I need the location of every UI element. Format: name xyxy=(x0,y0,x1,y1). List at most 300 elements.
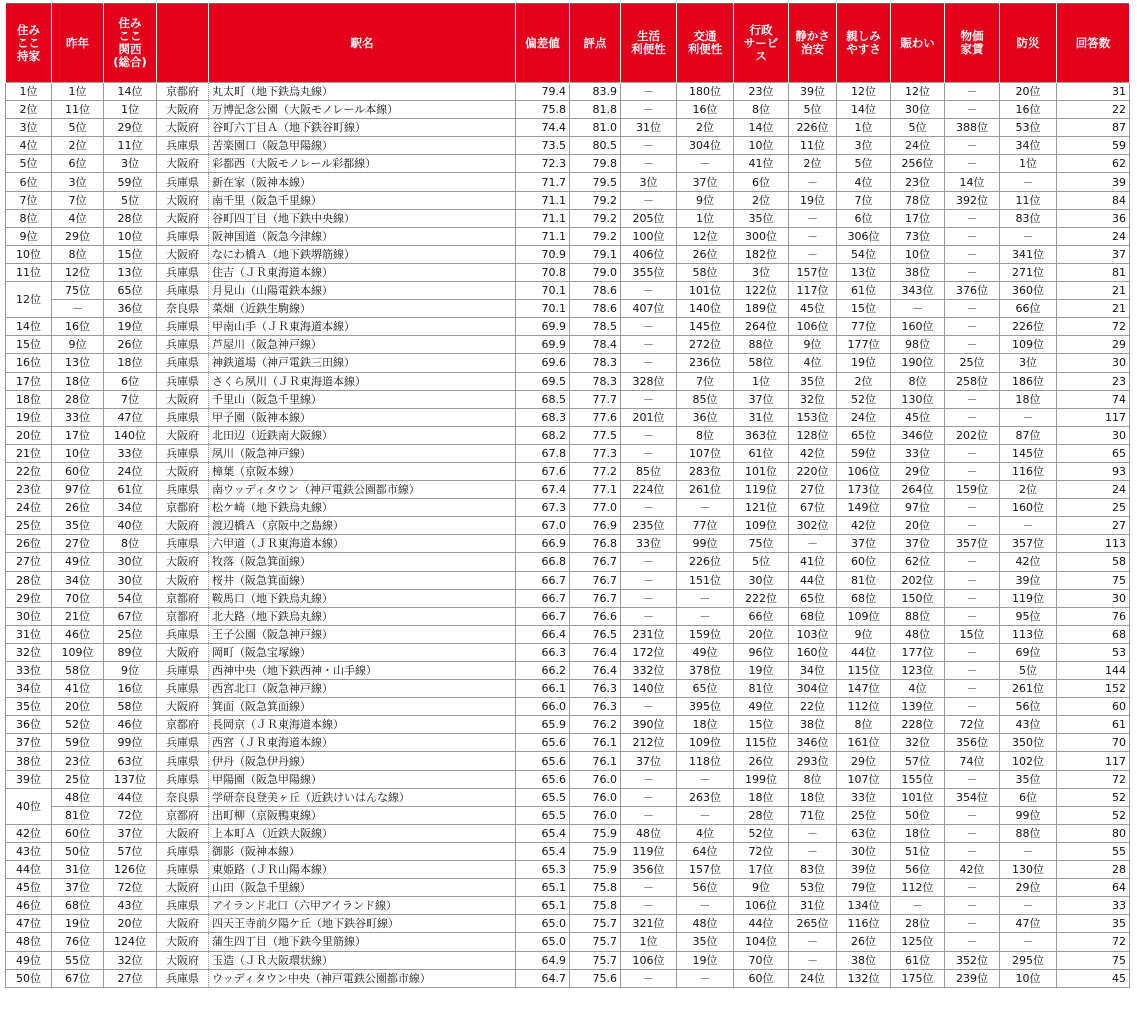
deviation-cell: 70.9 xyxy=(516,245,570,263)
disaster-prevention-cell: 43位 xyxy=(1000,716,1057,734)
admin-services-cell: 52位 xyxy=(734,824,789,842)
answers-cell: 22 xyxy=(1057,101,1130,119)
price-rent-cell: － xyxy=(945,137,1000,155)
quiet-safety-cell: 117位 xyxy=(789,282,837,300)
friendliness-cell: 14位 xyxy=(837,101,891,119)
friendliness-cell: 29位 xyxy=(837,752,891,770)
liveliness-cell: 123位 xyxy=(891,662,945,680)
life-convenience-cell: 48位 xyxy=(621,824,677,842)
disaster-prevention-cell: 66位 xyxy=(1000,300,1057,318)
prefecture-cell: 兵庫県 xyxy=(157,227,209,245)
traffic-convenience-cell: 48位 xyxy=(677,915,734,933)
traffic-convenience-cell: 77位 xyxy=(677,517,734,535)
admin-services-cell: 96位 xyxy=(734,643,789,661)
traffic-convenience-cell: 4位 xyxy=(677,824,734,842)
friendliness-cell: 59位 xyxy=(837,444,891,462)
life-convenience-cell: 3位 xyxy=(621,173,677,191)
disaster-prevention-cell: 113位 xyxy=(1000,625,1057,643)
answers-cell: 80 xyxy=(1057,824,1130,842)
table-row xyxy=(6,408,1130,426)
disaster-prevention-cell: 47位 xyxy=(1000,915,1057,933)
liveliness-cell: 150位 xyxy=(891,589,945,607)
table-row xyxy=(6,698,1130,716)
liveliness-cell: 346位 xyxy=(891,426,945,444)
last-year-cell: 81位 xyxy=(52,806,104,824)
score-cell: 76.7 xyxy=(570,553,621,571)
prefecture-cell: 兵庫県 xyxy=(157,897,209,915)
kansai-rank-cell: 126位 xyxy=(104,861,157,879)
price-rent-cell: 239位 xyxy=(945,969,1000,987)
liveliness-cell: 20位 xyxy=(891,517,945,535)
score-cell: 76.0 xyxy=(570,806,621,824)
quiet-safety-cell: － xyxy=(789,842,837,860)
prefecture-cell: 大阪府 xyxy=(157,553,209,571)
table-row xyxy=(6,444,1130,462)
price-rent-cell: － xyxy=(945,842,1000,860)
table-row xyxy=(6,553,1130,571)
quiet-safety-cell: 346位 xyxy=(789,734,837,752)
score-cell: 79.2 xyxy=(570,209,621,227)
traffic-convenience-cell: 226位 xyxy=(677,553,734,571)
traffic-convenience-cell: 19位 xyxy=(677,951,734,969)
price-rent-cell: － xyxy=(945,408,1000,426)
price-rent-cell: － xyxy=(945,462,1000,480)
liveliness-cell: 5位 xyxy=(891,119,945,137)
score-cell: 76.3 xyxy=(570,680,621,698)
liveliness-cell: 29位 xyxy=(891,462,945,480)
quiet-safety-cell: － xyxy=(789,933,837,951)
table-row xyxy=(6,517,1130,535)
header-friendliness: 親しみ やすさ xyxy=(837,4,891,83)
answers-cell: 72 xyxy=(1057,770,1130,788)
disaster-prevention-cell: 116位 xyxy=(1000,462,1057,480)
liveliness-cell: 160位 xyxy=(891,318,945,336)
score-cell: 77.0 xyxy=(570,499,621,517)
quiet-safety-cell: 38位 xyxy=(789,716,837,734)
prefecture-cell: 兵庫県 xyxy=(157,752,209,770)
score-cell: 77.1 xyxy=(570,481,621,499)
score-cell: 75.8 xyxy=(570,879,621,897)
admin-services-cell: 101位 xyxy=(734,462,789,480)
disaster-prevention-cell: 350位 xyxy=(1000,734,1057,752)
prefecture-cell: 京都府 xyxy=(157,499,209,517)
deviation-cell: 68.2 xyxy=(516,426,570,444)
table-row xyxy=(6,716,1130,734)
table-row xyxy=(6,969,1130,987)
prefecture-cell: 大阪府 xyxy=(157,643,209,661)
answers-cell: 21 xyxy=(1057,282,1130,300)
liveliness-cell: 190位 xyxy=(891,354,945,372)
station-name-cell: 東姫路（ＪＲ山陽本線） xyxy=(209,861,516,879)
admin-services-cell: 122位 xyxy=(734,282,789,300)
kansai-rank-cell: 72位 xyxy=(104,879,157,897)
quiet-safety-cell: 42位 xyxy=(789,444,837,462)
admin-services-cell: 41位 xyxy=(734,155,789,173)
score-cell: 76.5 xyxy=(570,625,621,643)
friendliness-cell: 54位 xyxy=(837,245,891,263)
disaster-prevention-cell: 102位 xyxy=(1000,752,1057,770)
admin-services-cell: 35位 xyxy=(734,209,789,227)
station-name-cell: 夙川（阪急神戸線） xyxy=(209,444,516,462)
score-cell: 77.7 xyxy=(570,390,621,408)
prefecture-cell: 大阪府 xyxy=(157,879,209,897)
station-name-cell: 松ケ崎（地下鉄烏丸線） xyxy=(209,499,516,517)
admin-services-cell: 81位 xyxy=(734,680,789,698)
liveliness-cell: 155位 xyxy=(891,770,945,788)
admin-services-cell: 15位 xyxy=(734,716,789,734)
price-rent-cell: － xyxy=(945,680,1000,698)
quiet-safety-cell: 9位 xyxy=(789,336,837,354)
admin-services-cell: 264位 xyxy=(734,318,789,336)
friendliness-cell: 306位 xyxy=(837,227,891,245)
life-convenience-cell: 390位 xyxy=(621,716,677,734)
life-convenience-cell: － xyxy=(621,571,677,589)
deviation-cell: 66.7 xyxy=(516,589,570,607)
traffic-convenience-cell: 395位 xyxy=(677,698,734,716)
header-answers: 回答数 xyxy=(1057,4,1130,83)
rank-cell: 1位 xyxy=(6,83,52,101)
friendliness-cell: 106位 xyxy=(837,462,891,480)
answers-cell: 23 xyxy=(1057,372,1130,390)
friendliness-cell: 60位 xyxy=(837,553,891,571)
deviation-cell: 66.4 xyxy=(516,625,570,643)
life-convenience-cell: 85位 xyxy=(621,462,677,480)
life-convenience-cell: － xyxy=(621,788,677,806)
table-row xyxy=(6,788,1130,806)
score-cell: 75.6 xyxy=(570,969,621,987)
deviation-cell: 69.6 xyxy=(516,354,570,372)
quiet-safety-cell: 2位 xyxy=(789,155,837,173)
answers-cell: 59 xyxy=(1057,137,1130,155)
liveliness-cell: 30位 xyxy=(891,101,945,119)
deviation-cell: 70.8 xyxy=(516,263,570,281)
answers-cell: 53 xyxy=(1057,643,1130,661)
traffic-convenience-cell: 145位 xyxy=(677,318,734,336)
price-rent-cell: 376位 xyxy=(945,282,1000,300)
quiet-safety-cell: 220位 xyxy=(789,462,837,480)
prefecture-cell: 大阪府 xyxy=(157,517,209,535)
header-row xyxy=(6,4,1130,83)
answers-cell: 76 xyxy=(1057,607,1130,625)
deviation-cell: 79.4 xyxy=(516,83,570,101)
admin-services-cell: 182位 xyxy=(734,245,789,263)
prefecture-cell: 大阪府 xyxy=(157,119,209,137)
station-name-cell: 千里山（阪急千里線） xyxy=(209,390,516,408)
deviation-cell: 65.9 xyxy=(516,716,570,734)
price-rent-cell: － xyxy=(945,879,1000,897)
deviation-cell: 64.7 xyxy=(516,969,570,987)
score-cell: 75.7 xyxy=(570,915,621,933)
quiet-safety-cell: 103位 xyxy=(789,625,837,643)
kansai-rank-cell: 36位 xyxy=(104,300,157,318)
rank-cell: 16位 xyxy=(6,354,52,372)
table-row xyxy=(6,263,1130,281)
answers-cell: 36 xyxy=(1057,209,1130,227)
price-rent-cell: － xyxy=(945,698,1000,716)
answers-cell: 72 xyxy=(1057,933,1130,951)
price-rent-cell: － xyxy=(945,607,1000,625)
friendliness-cell: 61位 xyxy=(837,282,891,300)
price-rent-cell: 388位 xyxy=(945,119,1000,137)
station-name-cell: アイランド北口（六甲アイランド線） xyxy=(209,897,516,915)
rank-cell: 46位 xyxy=(6,897,52,915)
quiet-safety-cell: 293位 xyxy=(789,752,837,770)
score-cell: 76.7 xyxy=(570,589,621,607)
kansai-rank-cell: 26位 xyxy=(104,336,157,354)
score-cell: 79.2 xyxy=(570,191,621,209)
last-year-cell: 11位 xyxy=(52,101,104,119)
liveliness-cell: 37位 xyxy=(891,535,945,553)
table-row xyxy=(6,390,1130,408)
last-year-cell: 25位 xyxy=(52,770,104,788)
life-convenience-cell: － xyxy=(621,101,677,119)
traffic-convenience-cell: － xyxy=(677,607,734,625)
answers-cell: 152 xyxy=(1057,680,1130,698)
price-rent-cell: 202位 xyxy=(945,426,1000,444)
rank-cell: 31位 xyxy=(6,625,52,643)
disaster-prevention-cell: 20位 xyxy=(1000,83,1057,101)
friendliness-cell: 173位 xyxy=(837,481,891,499)
header-station-name: 駅名 xyxy=(209,4,516,83)
liveliness-cell: 125位 xyxy=(891,933,945,951)
header-admin-services: 行政 サービ ス xyxy=(734,4,789,83)
table-row xyxy=(6,897,1130,915)
liveliness-cell: 38位 xyxy=(891,263,945,281)
rank-cell: 43位 xyxy=(6,842,52,860)
station-name-cell: 箕面（阪急箕面線） xyxy=(209,698,516,716)
disaster-prevention-cell: 119位 xyxy=(1000,589,1057,607)
admin-services-cell: 2位 xyxy=(734,191,789,209)
station-name-cell: 新在家（阪神本線） xyxy=(209,173,516,191)
life-convenience-cell: 212位 xyxy=(621,734,677,752)
disaster-prevention-cell: － xyxy=(1000,173,1057,191)
liveliness-cell: 50位 xyxy=(891,806,945,824)
kansai-rank-cell: 29位 xyxy=(104,119,157,137)
answers-cell: 28 xyxy=(1057,861,1130,879)
disaster-prevention-cell: 1位 xyxy=(1000,155,1057,173)
quiet-safety-cell: 106位 xyxy=(789,318,837,336)
traffic-convenience-cell: 56位 xyxy=(677,879,734,897)
station-name-cell: 甲子園（阪神本線） xyxy=(209,408,516,426)
admin-services-cell: 28位 xyxy=(734,806,789,824)
rank-cell: 22位 xyxy=(6,462,52,480)
last-year-cell: 26位 xyxy=(52,499,104,517)
friendliness-cell: 25位 xyxy=(837,806,891,824)
disaster-prevention-cell: 87位 xyxy=(1000,426,1057,444)
kansai-rank-cell: 59位 xyxy=(104,173,157,191)
rank-cell: 5位 xyxy=(6,155,52,173)
friendliness-cell: 65位 xyxy=(837,426,891,444)
header-last-year: 昨年 xyxy=(52,4,104,83)
answers-cell: 144 xyxy=(1057,662,1130,680)
header-rank-owned: 住み ここ 持家 xyxy=(6,4,52,83)
traffic-convenience-cell: 9位 xyxy=(677,191,734,209)
rank-cell: 23位 xyxy=(6,481,52,499)
kansai-rank-cell: 24位 xyxy=(104,462,157,480)
admin-services-cell: 222位 xyxy=(734,589,789,607)
life-convenience-cell: － xyxy=(621,897,677,915)
score-cell: 76.1 xyxy=(570,752,621,770)
traffic-convenience-cell: 140位 xyxy=(677,300,734,318)
last-year-cell: 67位 xyxy=(52,969,104,987)
table-row xyxy=(6,191,1130,209)
traffic-convenience-cell: 261位 xyxy=(677,481,734,499)
rank-cell: 14位 xyxy=(6,318,52,336)
liveliness-cell: － xyxy=(891,897,945,915)
price-rent-cell: 42位 xyxy=(945,861,1000,879)
admin-services-cell: 6位 xyxy=(734,173,789,191)
friendliness-cell: 134位 xyxy=(837,897,891,915)
rank-cell: 30位 xyxy=(6,607,52,625)
header-deviation: 偏差値 xyxy=(516,4,570,83)
disaster-prevention-cell: － xyxy=(1000,408,1057,426)
rank-cell: 21位 xyxy=(6,444,52,462)
station-name-cell: 西宮（ＪＲ東海道本線） xyxy=(209,734,516,752)
answers-cell: 24 xyxy=(1057,481,1130,499)
traffic-convenience-cell: 99位 xyxy=(677,535,734,553)
admin-services-cell: 19位 xyxy=(734,662,789,680)
deviation-cell: 66.0 xyxy=(516,698,570,716)
prefecture-cell: 京都府 xyxy=(157,716,209,734)
prefecture-cell: 兵庫県 xyxy=(157,173,209,191)
admin-services-cell: 3位 xyxy=(734,263,789,281)
friendliness-cell: 4位 xyxy=(837,173,891,191)
admin-services-cell: 10位 xyxy=(734,137,789,155)
prefecture-cell: 兵庫県 xyxy=(157,861,209,879)
traffic-convenience-cell: 49位 xyxy=(677,643,734,661)
table-row xyxy=(6,915,1130,933)
life-convenience-cell: 224位 xyxy=(621,481,677,499)
last-year-cell: 60位 xyxy=(52,462,104,480)
admin-services-cell: 115位 xyxy=(734,734,789,752)
quiet-safety-cell: － xyxy=(789,535,837,553)
life-convenience-cell: 33位 xyxy=(621,535,677,553)
liveliness-cell: 45位 xyxy=(891,408,945,426)
answers-cell: 113 xyxy=(1057,535,1130,553)
disaster-prevention-cell: 34位 xyxy=(1000,137,1057,155)
life-convenience-cell: 37位 xyxy=(621,752,677,770)
last-year-cell: 8位 xyxy=(52,245,104,263)
life-convenience-cell: 106位 xyxy=(621,951,677,969)
last-year-cell: 6位 xyxy=(52,155,104,173)
kansai-rank-cell: 28位 xyxy=(104,209,157,227)
life-convenience-cell: 328位 xyxy=(621,372,677,390)
quiet-safety-cell: 27位 xyxy=(789,481,837,499)
admin-services-cell: 199位 xyxy=(734,770,789,788)
friendliness-cell: 13位 xyxy=(837,263,891,281)
liveliness-cell: 228位 xyxy=(891,716,945,734)
table-row xyxy=(6,806,1130,824)
station-name-cell: 樟葉（京阪本線） xyxy=(209,462,516,480)
last-year-cell: 55位 xyxy=(52,951,104,969)
price-rent-cell: － xyxy=(945,806,1000,824)
score-cell: 77.5 xyxy=(570,426,621,444)
life-convenience-cell: － xyxy=(621,318,677,336)
last-year-cell: 75位 xyxy=(52,282,104,300)
score-cell: 75.9 xyxy=(570,824,621,842)
deviation-cell: 67.0 xyxy=(516,517,570,535)
admin-services-cell: 26位 xyxy=(734,752,789,770)
kansai-rank-cell: 15位 xyxy=(104,245,157,263)
prefecture-cell: 京都府 xyxy=(157,83,209,101)
table-row xyxy=(6,752,1130,770)
station-name-cell: 阪神国道（阪急今津線） xyxy=(209,227,516,245)
quiet-safety-cell: － xyxy=(789,951,837,969)
deviation-cell: 65.1 xyxy=(516,879,570,897)
admin-services-cell: 58位 xyxy=(734,354,789,372)
score-cell: 77.3 xyxy=(570,444,621,462)
station-name-cell: 南千里（阪急千里線） xyxy=(209,191,516,209)
last-year-cell: 34位 xyxy=(52,571,104,589)
admin-services-cell: 60位 xyxy=(734,969,789,987)
deviation-cell: 65.6 xyxy=(516,734,570,752)
friendliness-cell: 33位 xyxy=(837,788,891,806)
rank-cell: 6位 xyxy=(6,173,52,191)
disaster-prevention-cell: 5位 xyxy=(1000,662,1057,680)
life-convenience-cell: 407位 xyxy=(621,300,677,318)
admin-services-cell: 121位 xyxy=(734,499,789,517)
last-year-cell: 20位 xyxy=(52,698,104,716)
disaster-prevention-cell: 29位 xyxy=(1000,879,1057,897)
liveliness-cell: 51位 xyxy=(891,842,945,860)
table-row xyxy=(6,137,1130,155)
price-rent-cell: － xyxy=(945,662,1000,680)
admin-services-cell: 70位 xyxy=(734,951,789,969)
prefecture-cell: 大阪府 xyxy=(157,698,209,716)
admin-services-cell: 106位 xyxy=(734,897,789,915)
prefecture-cell: 兵庫県 xyxy=(157,680,209,698)
admin-services-cell: 61位 xyxy=(734,444,789,462)
station-name-cell: 西神中央（地下鉄西神・山手線） xyxy=(209,662,516,680)
table-row xyxy=(6,245,1130,263)
prefecture-cell: 兵庫県 xyxy=(157,137,209,155)
table-row xyxy=(6,155,1130,173)
score-cell: 77.2 xyxy=(570,462,621,480)
traffic-convenience-cell: 378位 xyxy=(677,662,734,680)
price-rent-cell: － xyxy=(945,770,1000,788)
traffic-convenience-cell: － xyxy=(677,770,734,788)
last-year-cell: 31位 xyxy=(52,861,104,879)
answers-cell: 68 xyxy=(1057,625,1130,643)
score-cell: 78.6 xyxy=(570,300,621,318)
deviation-cell: 72.3 xyxy=(516,155,570,173)
friendliness-cell: 116位 xyxy=(837,915,891,933)
score-cell: 78.3 xyxy=(570,372,621,390)
quiet-safety-cell: 44位 xyxy=(789,571,837,589)
traffic-convenience-cell: 8位 xyxy=(677,426,734,444)
life-convenience-cell: － xyxy=(621,155,677,173)
last-year-cell: 27位 xyxy=(52,535,104,553)
score-cell: 75.8 xyxy=(570,897,621,915)
station-name-cell: 菜畑（近鉄生駒線） xyxy=(209,300,516,318)
liveliness-cell: 177位 xyxy=(891,643,945,661)
traffic-convenience-cell: 101位 xyxy=(677,282,734,300)
score-cell: 76.3 xyxy=(570,698,621,716)
quiet-safety-cell: 265位 xyxy=(789,915,837,933)
score-cell: 79.2 xyxy=(570,227,621,245)
deviation-cell: 66.2 xyxy=(516,662,570,680)
score-cell: 78.6 xyxy=(570,282,621,300)
score-cell: 76.0 xyxy=(570,788,621,806)
ranking-table-container xyxy=(5,3,1130,988)
station-name-cell: 谷町四丁目（地下鉄中央線） xyxy=(209,209,516,227)
answers-cell: 30 xyxy=(1057,426,1130,444)
life-convenience-cell: 355位 xyxy=(621,263,677,281)
admin-services-cell: 72位 xyxy=(734,842,789,860)
traffic-convenience-cell: － xyxy=(677,589,734,607)
traffic-convenience-cell: － xyxy=(677,897,734,915)
traffic-convenience-cell: 18位 xyxy=(677,716,734,734)
